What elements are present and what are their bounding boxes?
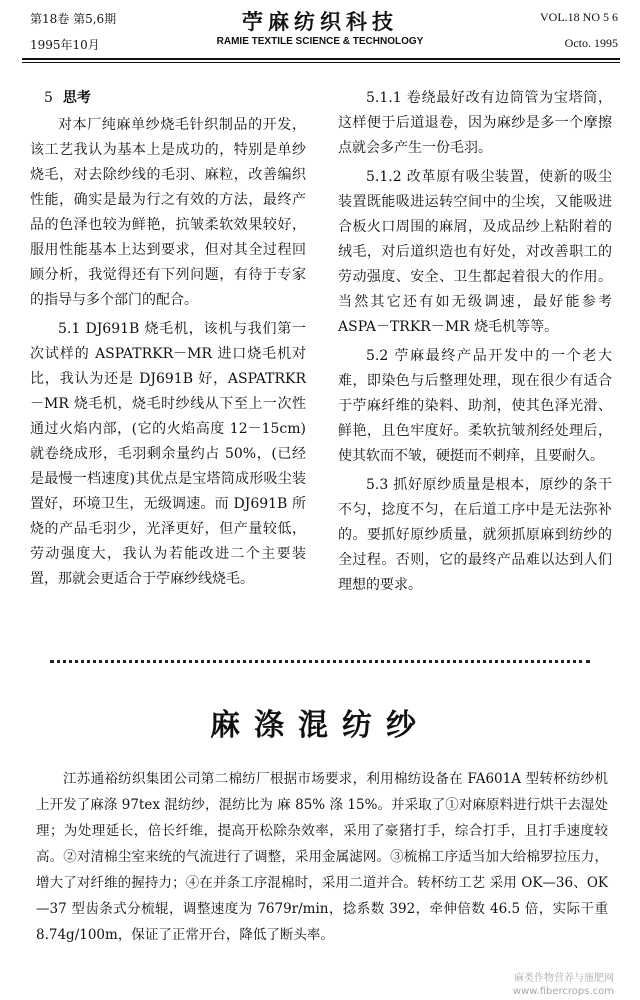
- article-title: 麻涤混纺纱: [210, 708, 430, 743]
- paragraph: 5.3 抓好原纱质量是根本，原纱的条干不匀，捻度不匀，在后道工序中是无法弥补的。要抓好原纱质量，就须抓原麻到纺纱的全过程。否则，它的最终产品难以达到人们理想的要求。: [338, 477, 612, 593]
- paragraph: 5.1.1 卷绕最好改有边筒管为宝塔筒，这样便于后道退卷，因为麻纱是多一个摩擦点就会多产生一份毛羽。: [338, 90, 612, 156]
- header-rule-thin: [22, 62, 620, 63]
- watermark-line: 麻类作物营养与施肥网: [514, 973, 614, 984]
- article-abstract: 江苏通裕纺织集团公司第二棉纺厂根据市场要求，利用棉纺设备在 FA601A 型转杯纺纱机上开发了麻涤 97tex 混纺纱，混纺比为 麻 85% 涤 15%。并采取了①对麻原料进行烘干去湿处理；为处理延长，倍长纤维，提高开松除杂效率，采用了豪猪打手，综合打手，且打手速度较高。②对清棉尘室来统的气流进行了调整，采用金属滤网。③梳棉工序适当加大给棉罗拉压力，增大了对纤维的握持力；④在并条工序混棉时，采用二道并合。转杯纺工艺 采用 OK—36、OK—37 型齿条式分梳辊，调整速度为 7679r/min，捻系数 392，牵伸倍数 46.5 倍，实际干重 8.74g/100m，保证了正常开台，降低了断头率。: [36, 771, 608, 943]
- issue-date: 1995年10月: [30, 38, 100, 52]
- section-heading: [30, 86, 306, 111]
- left-column: [30, 86, 306, 596]
- right-column: [338, 86, 612, 602]
- paragraph: 5.1.2 改革原有吸尘装置，使新的吸尘装置既能吸进运转空间中的尘埃，又能吸进合板火口周围的麻屑，及成品纱上粘附着的绒毛，对后道织造也有好处，对改善职工的劳动强度、安全、卫生都起着很大的作用。当然其它还有如无级调速，最好能参考 ASPA－TRKR－MR 烧毛机等等。: [338, 169, 612, 335]
- volume-number: VOL.18 NO 5 6: [540, 10, 618, 24]
- volume-issue: 第18卷 第5,6期: [30, 12, 117, 26]
- header-rule-thick: [22, 58, 620, 60]
- paragraph: 对本厂纯麻单纱烧毛针织制品的开发，该工艺我认为基本上是成功的，特别是单纱烧毛，对去除纱线的毛羽、麻粒，改善编织性能，确实是最为行之有效的方法，最终产品的色泽也较为鲜艳，抗皱柔软效果较好，服用性能基本上达到要求，但对其全过程回顾分析，我觉得还有下列问题，有待于专家的指导与多个部门的配合。: [30, 117, 306, 308]
- section-title: 思考: [62, 90, 91, 106]
- page-header: [0, 0, 640, 62]
- journal-title: 苧麻纺织科技: [242, 9, 398, 34]
- section-number: 5: [44, 90, 53, 106]
- watermark-url: www.fibercrops.com: [512, 986, 614, 997]
- journal-title-english: RAMIE TEXTILE SCIENCE & TECHNOLOGY: [216, 36, 424, 47]
- watermark: [513, 972, 614, 998]
- paragraph: 5.1 DJ691B 烧毛机，该机与我们第一次试样的 ASPATRKR－MR 进口烧毛机对比，我认为还是 DJ691B 好，ASPATRKR－MR 烧毛机，烧毛时纱线从下至上一次性通过火焰内部，(它的火焰高度 12－15cm)就卷绕成形，毛羽剩余量约占 50%，(已经是最慢一档速度)其优点是宝塔筒成形吸尘装置好，环境卫生，无级调速。而 DJ691B 所烧的产品毛羽少，光泽更好，但产量较低，劳动强度大，我认为若能改进二个主要装置，那就会更适合于苧麻纱线烧毛。: [30, 321, 306, 587]
- month-year: Octo. 1995: [564, 36, 618, 50]
- paragraph: 5.2 苧麻最终产品开发中的一个老大难，即染色与后整理处理，现在很少有适合于苧麻纤维的染料、助剂，使其色泽光滑、鲜艳，且色牢度好。柔软抗皱剂经处理后，使其软而不皱，硬挺而不刺痒，且要耐久。: [338, 348, 612, 464]
- dotted-divider: [50, 660, 590, 663]
